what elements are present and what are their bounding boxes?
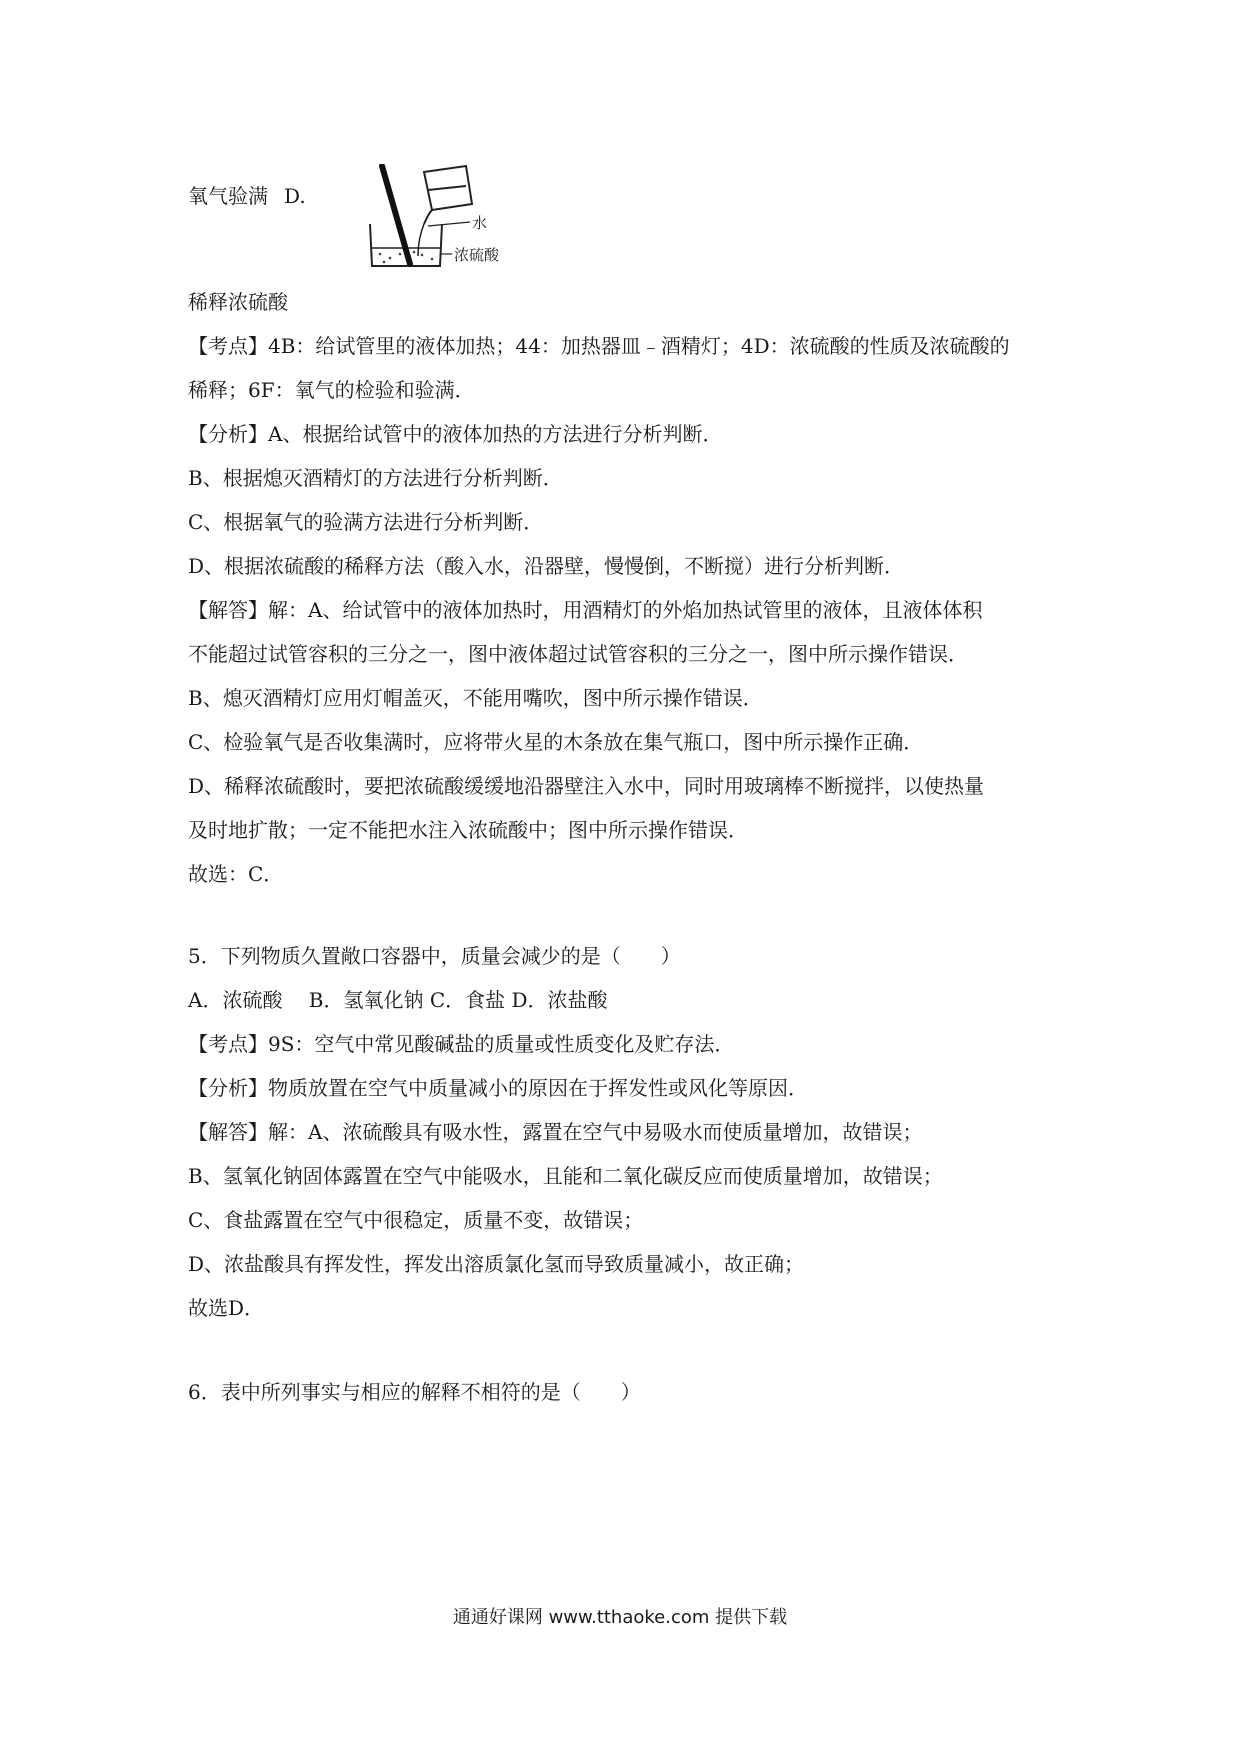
text-line: D、浓盐酸具有挥发性，挥发出溶质氯化氢而导致质量减小，故正确；	[188, 1252, 805, 1276]
page-footer: 通通好课网 www.tthaoke.com 提供下载	[452, 1607, 788, 1628]
text-line: 稀释浓硫酸	[188, 290, 288, 314]
text-line: 稀释；6F：氧气的检验和验满．	[188, 378, 475, 402]
text-line: 【考点】9S：空气中常见酸碱盐的质量或性质变化及贮存法．	[188, 1032, 735, 1056]
pouring-beaker	[424, 166, 472, 224]
text-line: B、根据熄灭酒精灯的方法进行分析判断．	[188, 466, 563, 490]
glass-rod	[382, 166, 410, 264]
text-line: C、根据氧气的验满方法进行分析判断．	[188, 510, 544, 534]
text-line: D、根据浓硫酸的稀释方法（酸入水，沿器壁，慢慢倒，不断搅）进行分析判断．	[188, 554, 905, 578]
text-line: 及时地扩散；一定不能把水注入浓硫酸中；图中所示操作错误．	[188, 818, 748, 842]
question-5-options: A．浓硫酸 B．氢氧化钠 C．食盐 D．浓盐酸	[188, 988, 608, 1012]
text-line: 【解答】解：A、浓硫酸具有吸水性，露置在空气中易吸水而使质量增加，故错误；	[188, 1120, 923, 1144]
water-label: 水	[472, 214, 488, 232]
text-line: 故选：C．	[188, 862, 284, 886]
water-leader-line	[428, 222, 470, 226]
text-line: B、熄灭酒精灯应用灯帽盖灭，不能用嘴吹，图中所示操作错误．	[188, 686, 763, 710]
dilution-apparatus-figure	[362, 164, 502, 276]
option-label-d: D.	[284, 184, 306, 208]
acid-label: 浓硫酸	[454, 246, 500, 264]
question-5-stem: 5．下列物质久置敞口容器中，质量会减少的是（ ）	[188, 944, 681, 968]
text-line: 【解答】解：A、给试管中的液体加热时，用酒精灯的外焰加热试管里的液体，且液体体积	[188, 598, 983, 622]
text-line: 【分析】A、根据给试管中的液体加热的方法进行分析判断．	[188, 422, 723, 446]
text-line: C、食盐露置在空气中很稳定，质量不变，故错误；	[188, 1208, 644, 1232]
text-line: 不能超过试管容积的三分之一，图中液体超过试管容积的三分之一，图中所示操作错误．	[188, 642, 968, 666]
question-6-stem: 6．表中所列事实与相应的解释不相符的是（ ）	[188, 1380, 641, 1404]
text-line: 【考点】4B：给试管里的液体加热；44：加热器皿﹣酒精灯；4D：浓硫酸的性质及浓硫酸的	[188, 334, 1010, 358]
water-stream	[418, 224, 424, 256]
text-line: 故选D．	[188, 1296, 265, 1320]
text-line: D、稀释浓硫酸时，要把浓硫酸缓缓地沿器壁注入水中，同时用玻璃棒不断搅拌，以使热量	[188, 774, 985, 798]
text-line: 【分析】物质放置在空气中质量减小的原因在于挥发性或风化等原因．	[188, 1076, 808, 1100]
figure-caption-oxygen: 氧气验满	[188, 184, 268, 208]
text-line: B、氢氧化钠固体露置在空气中能吸水，且能和二氧化碳反应而使质量增加，故错误；	[188, 1164, 943, 1188]
text-line: C、检验氧气是否收集满时，应将带火星的木条放在集气瓶口，图中所示操作正确．	[188, 730, 924, 754]
